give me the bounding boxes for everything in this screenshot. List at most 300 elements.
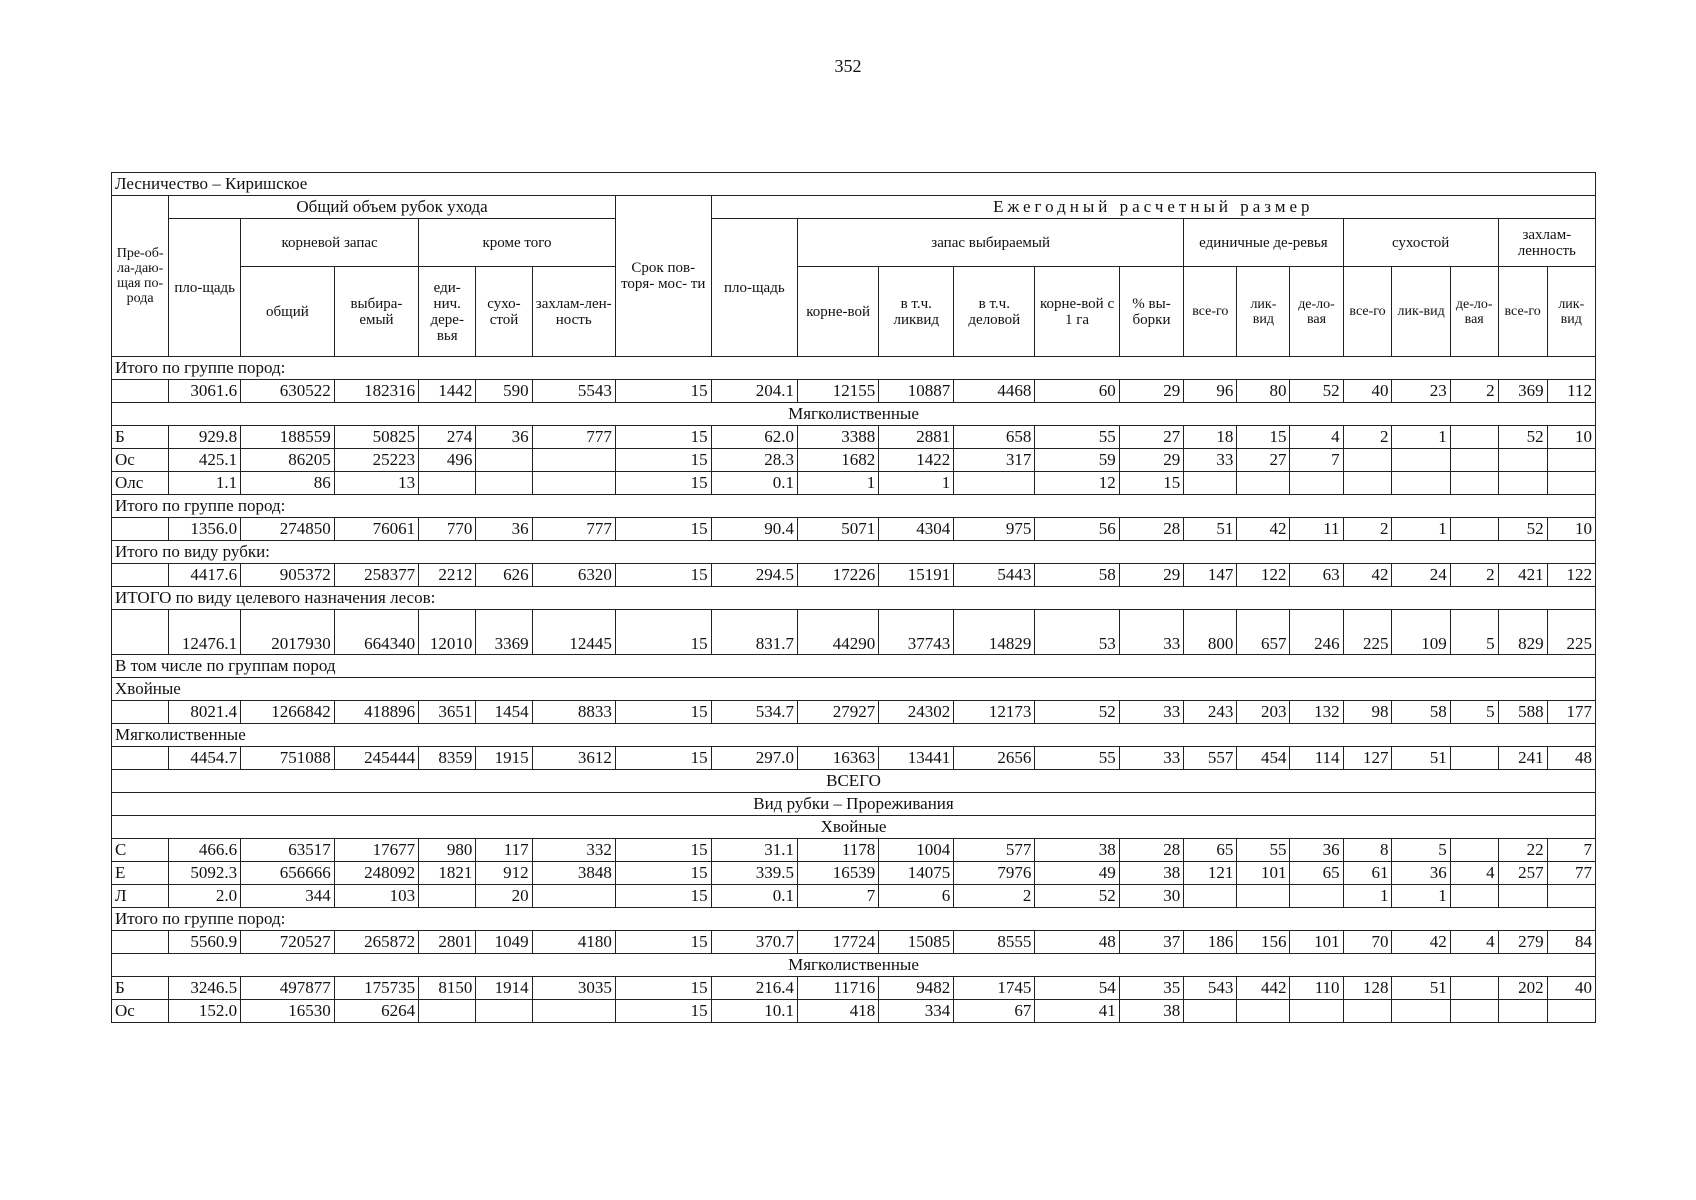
value-cell: [1450, 426, 1498, 449]
section-label-row: [112, 724, 1596, 747]
value-cell: 177: [1547, 701, 1595, 724]
species-cell: Ос: [112, 1000, 169, 1023]
value-cell: 42: [1343, 564, 1392, 587]
value-cell: 48: [1547, 747, 1595, 770]
species-cell: Ос: [112, 449, 169, 472]
value-cell: 1: [798, 472, 879, 495]
value-cell: 14075: [879, 862, 954, 885]
value-cell: [476, 449, 532, 472]
section-label-row: [112, 908, 1596, 931]
header-single-all: все-го: [1184, 267, 1237, 357]
value-cell: [1237, 472, 1290, 495]
value-cell: 14829: [954, 610, 1035, 655]
value-cell: 8833: [532, 701, 615, 724]
value-cell: 216.4: [711, 977, 797, 1000]
value-cell: [419, 885, 476, 908]
value-cell: 15: [615, 862, 711, 885]
value-cell: 496: [419, 449, 476, 472]
species-cell: [112, 610, 169, 655]
table-row: [112, 472, 1596, 495]
value-cell: 905372: [241, 564, 335, 587]
value-cell: 152.0: [169, 1000, 241, 1023]
value-cell: [1547, 1000, 1595, 1023]
value-cell: 1: [1392, 518, 1450, 541]
header-stock-selected: запас выбираемый: [798, 219, 1184, 267]
value-cell: [1498, 885, 1547, 908]
value-cell: 8: [1343, 839, 1392, 862]
species-cell: Б: [112, 426, 169, 449]
value-cell: 421: [1498, 564, 1547, 587]
value-cell: 425.1: [169, 449, 241, 472]
value-cell: 15: [615, 426, 711, 449]
value-cell: 55: [1035, 747, 1119, 770]
value-cell: 317: [954, 449, 1035, 472]
value-cell: 5543: [532, 380, 615, 403]
section-heading: Хвойные: [112, 816, 1596, 839]
table-row: [112, 564, 1596, 587]
value-cell: 2881: [879, 426, 954, 449]
header-annual-group: Ежегодный расчетный размер: [711, 196, 1595, 219]
value-cell: [1290, 472, 1343, 495]
section-heading: Мягколиственные: [112, 954, 1596, 977]
header-deadwood: сухостой: [1343, 219, 1498, 267]
value-cell: 52: [1498, 426, 1547, 449]
value-cell: 246: [1290, 610, 1343, 655]
value-cell: 4454.7: [169, 747, 241, 770]
value-cell: 36: [476, 426, 532, 449]
value-cell: 6264: [334, 1000, 418, 1023]
value-cell: 1442: [419, 380, 476, 403]
value-cell: 52: [1498, 518, 1547, 541]
value-cell: 42: [1392, 931, 1450, 954]
value-cell: 63: [1290, 564, 1343, 587]
value-cell: [1498, 472, 1547, 495]
value-cell: [1450, 449, 1498, 472]
value-cell: 1: [1343, 885, 1392, 908]
value-cell: 5560.9: [169, 931, 241, 954]
value-cell: 51: [1392, 747, 1450, 770]
value-cell: [1343, 472, 1392, 495]
value-cell: 13441: [879, 747, 954, 770]
species-cell: [112, 564, 169, 587]
value-cell: 9482: [879, 977, 954, 1000]
value-cell: 557: [1184, 747, 1237, 770]
value-cell: 1454: [476, 701, 532, 724]
value-cell: 2212: [419, 564, 476, 587]
value-cell: 38: [1035, 839, 1119, 862]
value-cell: 15: [1119, 472, 1184, 495]
value-cell: 202: [1498, 977, 1547, 1000]
header-single: еди-нич. дере-вья: [419, 267, 476, 357]
value-cell: 24302: [879, 701, 954, 724]
value-cell: 53: [1035, 610, 1119, 655]
header-pct-selection: % вы-борки: [1119, 267, 1184, 357]
species-cell: Е: [112, 862, 169, 885]
value-cell: 10: [1547, 426, 1595, 449]
species-cell: Б: [112, 977, 169, 1000]
value-cell: 15: [615, 839, 711, 862]
value-cell: [1237, 1000, 1290, 1023]
section-label-row: [112, 587, 1596, 610]
value-cell: 1178: [798, 839, 879, 862]
value-cell: 975: [954, 518, 1035, 541]
value-cell: 3651: [419, 701, 476, 724]
species-cell: [112, 701, 169, 724]
value-cell: 60: [1035, 380, 1119, 403]
value-cell: 590: [476, 380, 532, 403]
value-cell: 114: [1290, 747, 1343, 770]
header-dead-business: де-ло-вая: [1450, 267, 1498, 357]
table-row: [112, 380, 1596, 403]
value-cell: 258377: [334, 564, 418, 587]
value-cell: 17226: [798, 564, 879, 587]
value-cell: [1450, 518, 1498, 541]
value-cell: 3388: [798, 426, 879, 449]
value-cell: 15: [615, 931, 711, 954]
value-cell: 80: [1237, 380, 1290, 403]
value-cell: [1392, 449, 1450, 472]
value-cell: 294.5: [711, 564, 797, 587]
table-row: [112, 701, 1596, 724]
value-cell: 626: [476, 564, 532, 587]
value-cell: 112: [1547, 380, 1595, 403]
value-cell: 15: [615, 610, 711, 655]
value-cell: [1392, 472, 1450, 495]
header-area-annual: пло-щадь: [711, 219, 797, 357]
table-row: [112, 862, 1596, 885]
value-cell: 770: [419, 518, 476, 541]
value-cell: 2017930: [241, 610, 335, 655]
value-cell: [1498, 449, 1547, 472]
section-label: Хвойные: [112, 678, 1596, 701]
value-cell: 980: [419, 839, 476, 862]
value-cell: 38: [1119, 862, 1184, 885]
section-heading-row: [112, 770, 1596, 793]
value-cell: 8150: [419, 977, 476, 1000]
value-cell: 15: [615, 564, 711, 587]
value-cell: 3061.6: [169, 380, 241, 403]
header-business-incl: в т.ч. деловой: [954, 267, 1035, 357]
value-cell: 664340: [334, 610, 418, 655]
value-cell: 36: [1392, 862, 1450, 885]
value-cell: 1745: [954, 977, 1035, 1000]
value-cell: 10: [1547, 518, 1595, 541]
value-cell: 55: [1237, 839, 1290, 862]
value-cell: 31.1: [711, 839, 797, 862]
value-cell: 243: [1184, 701, 1237, 724]
header-clutter: захлам-лен-ность: [532, 267, 615, 357]
value-cell: 344: [241, 885, 335, 908]
value-cell: 12445: [532, 610, 615, 655]
page-number: 352: [834, 56, 862, 76]
value-cell: 67: [954, 1000, 1035, 1023]
value-cell: 12173: [954, 701, 1035, 724]
value-cell: 777: [532, 518, 615, 541]
section-label-row: [112, 678, 1596, 701]
value-cell: 188559: [241, 426, 335, 449]
value-cell: 13: [334, 472, 418, 495]
header-besides: кроме того: [419, 219, 616, 267]
value-cell: 98: [1343, 701, 1392, 724]
value-cell: 38: [1119, 1000, 1184, 1023]
value-cell: 15: [615, 472, 711, 495]
value-cell: [532, 472, 615, 495]
value-cell: 41: [1035, 1000, 1119, 1023]
value-cell: [419, 1000, 476, 1023]
value-cell: 7: [798, 885, 879, 908]
section-heading-row: [112, 816, 1596, 839]
value-cell: [1450, 885, 1498, 908]
value-cell: 4180: [532, 931, 615, 954]
forest-table-sheet: [111, 172, 1596, 1023]
value-cell: [1343, 1000, 1392, 1023]
value-cell: 4: [1290, 426, 1343, 449]
value-cell: 103: [334, 885, 418, 908]
header-total-group: Общий объем рубок ухода: [169, 196, 616, 219]
value-cell: 497877: [241, 977, 335, 1000]
value-cell: 29: [1119, 449, 1184, 472]
value-cell: 30: [1119, 885, 1184, 908]
header-dead-liquid: лик-вид: [1392, 267, 1450, 357]
value-cell: 27: [1237, 449, 1290, 472]
value-cell: 4468: [954, 380, 1035, 403]
value-cell: 658: [954, 426, 1035, 449]
value-cell: [1184, 885, 1237, 908]
forestry-title: Лесничество – Киришское: [112, 173, 1596, 196]
value-cell: 156: [1237, 931, 1290, 954]
value-cell: 5092.3: [169, 862, 241, 885]
value-cell: 23: [1392, 380, 1450, 403]
value-cell: 117: [476, 839, 532, 862]
value-cell: 50825: [334, 426, 418, 449]
section-label: В том числе по группам пород: [112, 655, 1596, 678]
value-cell: 7: [1290, 449, 1343, 472]
header-total: общий: [241, 267, 335, 357]
value-cell: 86205: [241, 449, 335, 472]
value-cell: 5: [1392, 839, 1450, 862]
value-cell: 369: [1498, 380, 1547, 403]
section-heading: ВСЕГО: [112, 770, 1596, 793]
value-cell: 15: [615, 380, 711, 403]
value-cell: 1422: [879, 449, 954, 472]
value-cell: 20: [476, 885, 532, 908]
value-cell: 182316: [334, 380, 418, 403]
value-cell: [476, 1000, 532, 1023]
species-cell: Л: [112, 885, 169, 908]
value-cell: 265872: [334, 931, 418, 954]
value-cell: 15: [615, 449, 711, 472]
value-cell: 1: [1392, 885, 1450, 908]
value-cell: 48: [1035, 931, 1119, 954]
species-cell: [112, 518, 169, 541]
header-root-stock: корневой запас: [241, 219, 419, 267]
value-cell: 829: [1498, 610, 1547, 655]
value-cell: 3369: [476, 610, 532, 655]
section-label: Итого по группе пород:: [112, 495, 1596, 518]
value-cell: 44290: [798, 610, 879, 655]
value-cell: 274: [419, 426, 476, 449]
value-cell: 3612: [532, 747, 615, 770]
table-header: [112, 173, 1596, 357]
value-cell: 15: [615, 701, 711, 724]
value-cell: 76061: [334, 518, 418, 541]
species-cell: [112, 931, 169, 954]
value-cell: 588: [1498, 701, 1547, 724]
species-cell: С: [112, 839, 169, 862]
value-cell: 332: [532, 839, 615, 862]
value-cell: 58: [1035, 564, 1119, 587]
value-cell: 1266842: [241, 701, 335, 724]
value-cell: 831.7: [711, 610, 797, 655]
value-cell: 7976: [954, 862, 1035, 885]
value-cell: 241: [1498, 747, 1547, 770]
value-cell: 12155: [798, 380, 879, 403]
value-cell: 225: [1547, 610, 1595, 655]
table-row: [112, 1000, 1596, 1023]
value-cell: 454: [1237, 747, 1290, 770]
value-cell: 577: [954, 839, 1035, 862]
value-cell: 52: [1035, 701, 1119, 724]
value-cell: 84: [1547, 931, 1595, 954]
value-cell: 122: [1237, 564, 1290, 587]
value-cell: 12: [1035, 472, 1119, 495]
header-period: Срок пов- торя- мос- ти: [615, 196, 711, 357]
value-cell: 58: [1392, 701, 1450, 724]
value-cell: 15085: [879, 931, 954, 954]
value-cell: 54: [1035, 977, 1119, 1000]
value-cell: 24: [1392, 564, 1450, 587]
value-cell: 7: [1547, 839, 1595, 862]
value-cell: 11716: [798, 977, 879, 1000]
value-cell: 36: [1290, 839, 1343, 862]
value-cell: 33: [1119, 701, 1184, 724]
value-cell: 65: [1184, 839, 1237, 862]
value-cell: 36: [476, 518, 532, 541]
value-cell: 274850: [241, 518, 335, 541]
section-label-row: [112, 655, 1596, 678]
section-label: Мягколиственные: [112, 724, 1596, 747]
table-row: [112, 747, 1596, 770]
value-cell: 1: [879, 472, 954, 495]
value-cell: 0.1: [711, 885, 797, 908]
table-row: [112, 449, 1596, 472]
value-cell: 751088: [241, 747, 335, 770]
value-cell: 29: [1119, 564, 1184, 587]
value-cell: 1914: [476, 977, 532, 1000]
value-cell: 15: [615, 885, 711, 908]
value-cell: 63517: [241, 839, 335, 862]
value-cell: [476, 472, 532, 495]
value-cell: [1237, 885, 1290, 908]
section-label-row: [112, 495, 1596, 518]
value-cell: [532, 449, 615, 472]
value-cell: 534.7: [711, 701, 797, 724]
value-cell: 245444: [334, 747, 418, 770]
section-heading-row: [112, 403, 1596, 426]
value-cell: 27: [1119, 426, 1184, 449]
value-cell: 720527: [241, 931, 335, 954]
value-cell: 204.1: [711, 380, 797, 403]
value-cell: [1498, 1000, 1547, 1023]
value-cell: 15191: [879, 564, 954, 587]
value-cell: 8021.4: [169, 701, 241, 724]
value-cell: 11: [1290, 518, 1343, 541]
value-cell: 28: [1119, 518, 1184, 541]
value-cell: 6: [879, 885, 954, 908]
value-cell: [1547, 472, 1595, 495]
value-cell: 37: [1119, 931, 1184, 954]
value-cell: 225: [1343, 610, 1392, 655]
value-cell: 3246.5: [169, 977, 241, 1000]
value-cell: 1: [1392, 426, 1450, 449]
value-cell: 203: [1237, 701, 1290, 724]
header-litter-liquid: лик-вид: [1547, 267, 1595, 357]
value-cell: 777: [532, 426, 615, 449]
header-single-trees: единичные де-ревья: [1184, 219, 1343, 267]
value-cell: 17677: [334, 839, 418, 862]
value-cell: 418: [798, 1000, 879, 1023]
header-liquid-incl: в т.ч. ликвид: [879, 267, 954, 357]
value-cell: 543: [1184, 977, 1237, 1000]
value-cell: 2: [1450, 564, 1498, 587]
value-cell: 4: [1450, 931, 1498, 954]
value-cell: 5071: [798, 518, 879, 541]
section-heading-row: [112, 793, 1596, 816]
value-cell: 33: [1119, 610, 1184, 655]
value-cell: 22: [1498, 839, 1547, 862]
value-cell: 122: [1547, 564, 1595, 587]
value-cell: 70: [1343, 931, 1392, 954]
value-cell: 101: [1290, 931, 1343, 954]
section-label: Итого по группе пород:: [112, 357, 1596, 380]
value-cell: 59: [1035, 449, 1119, 472]
table-row: [112, 977, 1596, 1000]
value-cell: 2: [954, 885, 1035, 908]
value-cell: 128: [1343, 977, 1392, 1000]
value-cell: [532, 885, 615, 908]
value-cell: [1450, 472, 1498, 495]
table-row: [112, 931, 1596, 954]
value-cell: 186: [1184, 931, 1237, 954]
value-cell: 127: [1343, 747, 1392, 770]
value-cell: [1547, 885, 1595, 908]
value-cell: 2: [1450, 380, 1498, 403]
header-selected: выбира-емый: [334, 267, 418, 357]
value-cell: 77: [1547, 862, 1595, 885]
value-cell: 2: [1343, 426, 1392, 449]
value-cell: 62.0: [711, 426, 797, 449]
value-cell: 55: [1035, 426, 1119, 449]
value-cell: 90.4: [711, 518, 797, 541]
value-cell: 3848: [532, 862, 615, 885]
value-cell: 466.6: [169, 839, 241, 862]
value-cell: 8359: [419, 747, 476, 770]
value-cell: 630522: [241, 380, 335, 403]
species-cell: [112, 747, 169, 770]
header-single-liquid: лик-вид: [1237, 267, 1290, 357]
value-cell: 37743: [879, 610, 954, 655]
value-cell: 51: [1392, 977, 1450, 1000]
value-cell: 15: [1237, 426, 1290, 449]
value-cell: 16539: [798, 862, 879, 885]
value-cell: 248092: [334, 862, 418, 885]
value-cell: 334: [879, 1000, 954, 1023]
header-area: пло-щадь: [169, 219, 241, 357]
value-cell: [419, 472, 476, 495]
value-cell: 1356.0: [169, 518, 241, 541]
value-cell: [1450, 1000, 1498, 1023]
value-cell: 912: [476, 862, 532, 885]
